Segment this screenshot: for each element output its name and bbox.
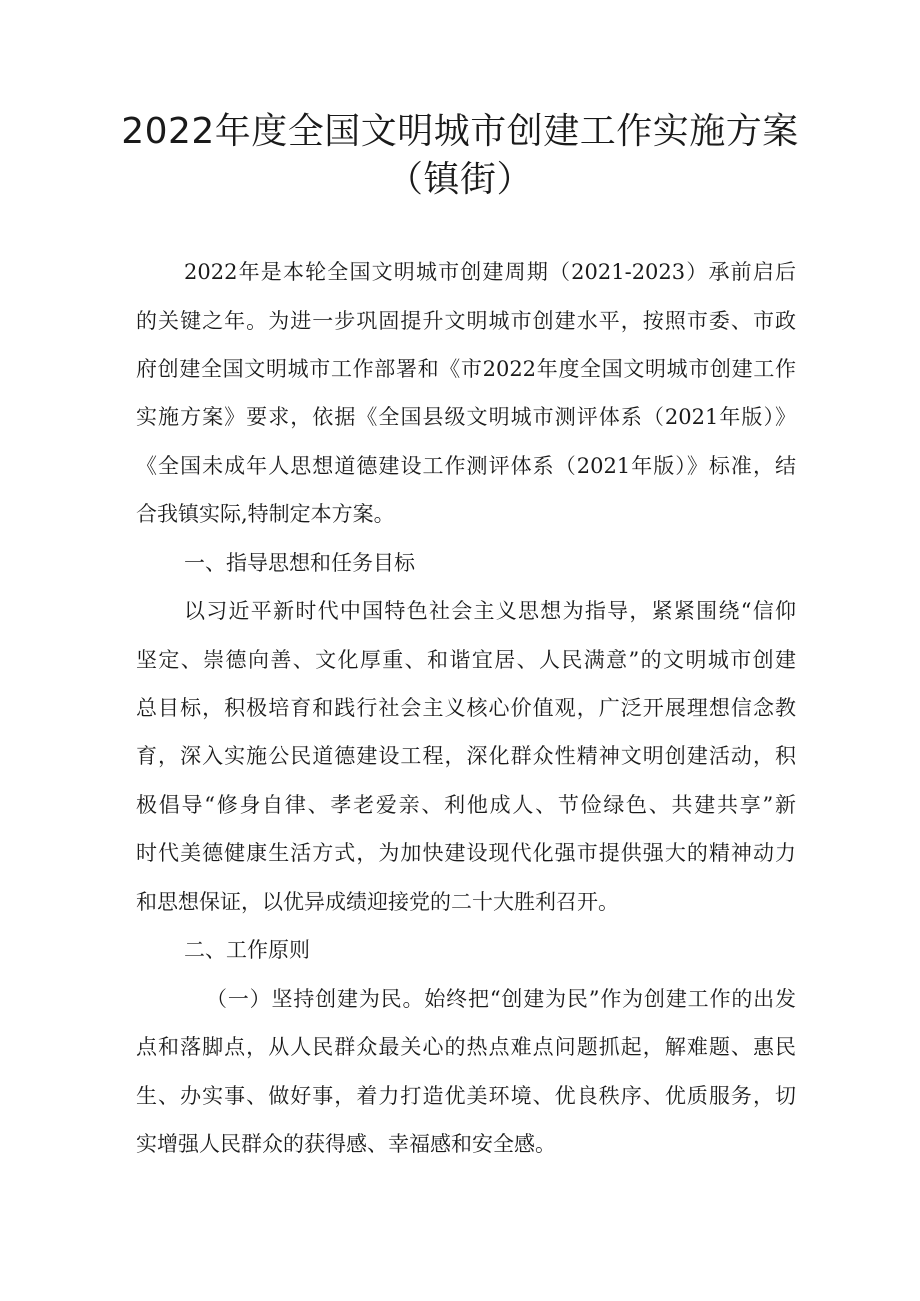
paragraph-line: 和思想保证，以优异成绩迎接党的二十大胜利召开。	[136, 890, 619, 914]
paragraph-line: 时代美德健康生活方式，为加快建设现代化强市提供强大的精神动力	[136, 841, 796, 865]
paragraph-line: 生、办实事、做好事，着力打造优美环境、优良秩序、优质服务，切	[136, 1084, 796, 1108]
paragraph-line: 合我镇实际,特制定本方案。	[136, 502, 395, 526]
paragraph-line: 2022年是本轮全国文明城市创建周期（2021-2023）承前启后	[184, 260, 796, 284]
paragraph-line: 极倡导“修身自律、孝老爱亲、利他成人、节俭绿色、共建共享”新	[136, 793, 796, 817]
paragraph-line: 府创建全国文明城市工作部署和《市2022年度全国文明城市创建工作	[136, 357, 796, 381]
paragraph-line: 以习近平新时代中国特色社会主义思想为指导，紧紧围绕“信仰	[184, 599, 796, 623]
paragraph-line: 总目标，积极培育和践行社会主义核心价值观，广泛开展理想信念教	[136, 696, 796, 720]
paragraph-line: 《全国未成年人思想道德建设工作测评体系（2021年版）》标准，结	[136, 454, 796, 478]
paragraph-line: 坚定、崇德向善、文化厚重、和谐宜居、人民满意”的文明城市创建	[136, 648, 796, 672]
paragraph-line: 实施方案》要求，依据《全国县级文明城市测评体系（2021年版）》	[136, 405, 796, 429]
section-heading: 一、指导思想和任务目标	[184, 551, 415, 575]
paragraph-line: 点和落脚点，从人民群众最关心的热点难点问题抓起，解难题、惠民	[136, 1035, 796, 1059]
document-subtitle: （镇街）	[386, 159, 533, 200]
paragraph-line: 育，深入实施公民道德建设工程，深化群众性精神文明创建活动，积	[136, 744, 796, 768]
paragraph-line: 的关键之年。为进一步巩固提升文明城市创建水平，按照市委、市政	[136, 309, 796, 333]
paragraph-line: 实增强人民群众的获得感、幸福感和安全感。	[136, 1132, 556, 1156]
paragraph-line: （一）坚持创建为民。始终把“创建为民”作为创建工作的出发	[206, 987, 796, 1011]
document-title: 2022年度全国文明城市创建工作实施方案	[121, 111, 799, 152]
section-heading: 二、工作原则	[184, 938, 310, 962]
